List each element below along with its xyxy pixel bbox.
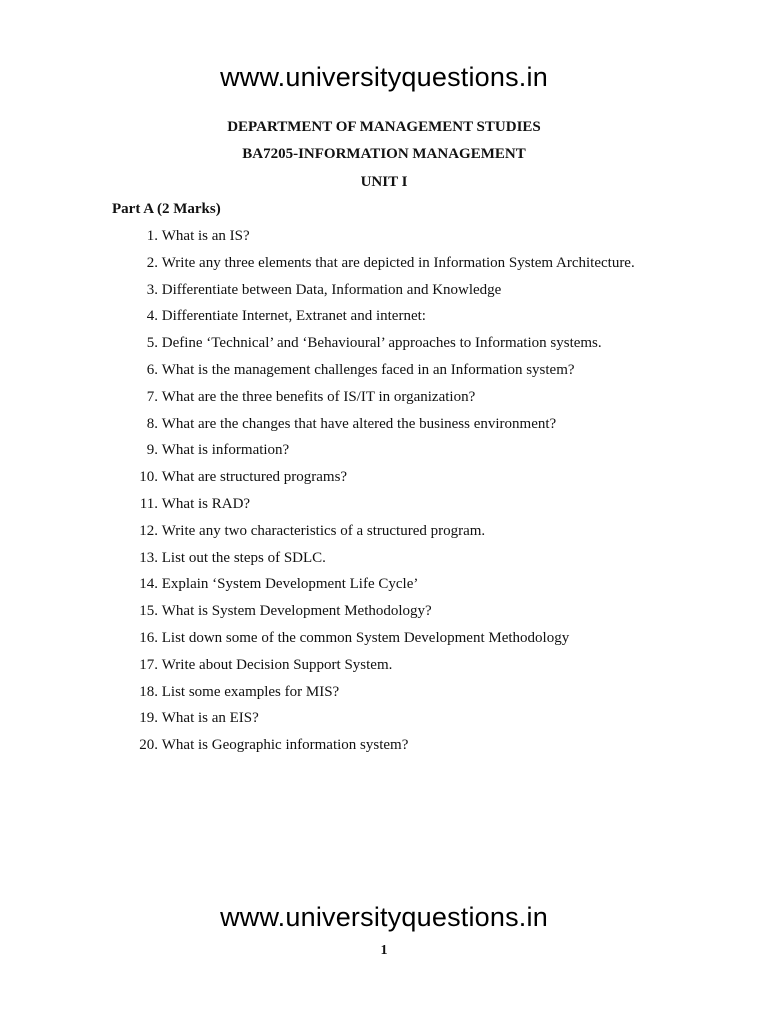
question-text: What is information? bbox=[161, 442, 290, 459]
question-item bbox=[112, 334, 635, 361]
question-number: 8. bbox=[146, 415, 158, 432]
question-text: Explain ‘System Development Life Cycle’ bbox=[161, 576, 419, 593]
question-list bbox=[112, 227, 635, 763]
question-item bbox=[112, 736, 635, 763]
question-number: 7. bbox=[146, 388, 158, 405]
question-text: Define ‘Technical’ and ‘Behavioural’ approaches to Information systems. bbox=[161, 335, 602, 352]
question-item bbox=[112, 656, 635, 683]
part-a-title: Part A (2 Marks) bbox=[112, 201, 221, 217]
question-text: Write any three elements that are depicted in Information System Architecture. bbox=[161, 254, 635, 271]
question-item bbox=[112, 388, 635, 415]
question-item bbox=[112, 227, 635, 254]
question-item bbox=[112, 602, 635, 629]
question-number: 10. bbox=[139, 469, 158, 486]
watermark-top: www.universityquestions.in bbox=[220, 62, 548, 92]
question-item bbox=[112, 575, 635, 602]
question-number: 20. bbox=[139, 737, 158, 754]
page-number: 1 bbox=[380, 943, 388, 958]
question-item bbox=[112, 281, 635, 308]
question-item bbox=[112, 495, 635, 522]
question-text: What is RAD? bbox=[161, 495, 251, 512]
question-text: What is Geographic information system? bbox=[161, 737, 409, 754]
question-text: What is the management challenges faced in an Information system? bbox=[161, 361, 575, 378]
question-item bbox=[112, 441, 635, 468]
question-item bbox=[112, 307, 635, 334]
question-number: 9. bbox=[146, 442, 158, 459]
question-number: 4. bbox=[146, 308, 158, 325]
question-number: 5. bbox=[146, 335, 158, 352]
question-number: 3. bbox=[146, 281, 158, 298]
question-item bbox=[112, 522, 635, 549]
question-number: 19. bbox=[139, 710, 158, 727]
question-item bbox=[112, 254, 635, 281]
question-item bbox=[112, 468, 635, 495]
question-text: Write any two characteristics of a structured program. bbox=[161, 522, 486, 539]
department-heading: DEPARTMENT OF MANAGEMENT STUDIES bbox=[227, 119, 541, 135]
question-item bbox=[112, 415, 635, 442]
question-text: What are the three benefits of IS/IT in organization? bbox=[161, 388, 476, 405]
question-text: What is an EIS? bbox=[161, 710, 259, 727]
question-number: 12. bbox=[139, 522, 158, 539]
unit-heading: UNIT I bbox=[360, 174, 408, 190]
question-item bbox=[112, 549, 635, 576]
question-item bbox=[112, 709, 635, 736]
question-number: 13. bbox=[139, 549, 158, 566]
question-number: 16. bbox=[139, 629, 158, 646]
question-number: 15. bbox=[139, 603, 158, 620]
watermark-bottom: www.universityquestions.in bbox=[220, 902, 548, 932]
question-item bbox=[112, 629, 635, 656]
course-heading: BA7205-INFORMATION MANAGEMENT bbox=[242, 146, 526, 162]
question-text: What are structured programs? bbox=[161, 469, 348, 486]
question-item bbox=[112, 361, 635, 388]
question-number: 2. bbox=[146, 254, 158, 271]
question-text: Differentiate between Data, Information and Knowledge bbox=[161, 281, 502, 298]
question-number: 11. bbox=[139, 495, 158, 512]
question-number: 17. bbox=[139, 656, 158, 673]
question-text: What are the changes that have altered the business environment? bbox=[161, 415, 557, 432]
question-item bbox=[112, 683, 635, 710]
question-text: Differentiate Internet, Extranet and internet: bbox=[161, 308, 426, 325]
question-number: 6. bbox=[146, 361, 158, 378]
question-text: List some examples for MIS? bbox=[161, 683, 340, 700]
question-text: What is an IS? bbox=[161, 228, 250, 244]
question-number: 18. bbox=[139, 683, 158, 700]
question-number: 14. bbox=[139, 576, 158, 593]
question-text: What is System Development Methodology? bbox=[161, 603, 432, 620]
question-text: List down some of the common System Development Methodology bbox=[161, 629, 570, 646]
question-number: 1. bbox=[146, 228, 158, 244]
question-text: Write about Decision Support System. bbox=[161, 656, 393, 673]
question-text: List out the steps of SDLC. bbox=[161, 549, 326, 566]
